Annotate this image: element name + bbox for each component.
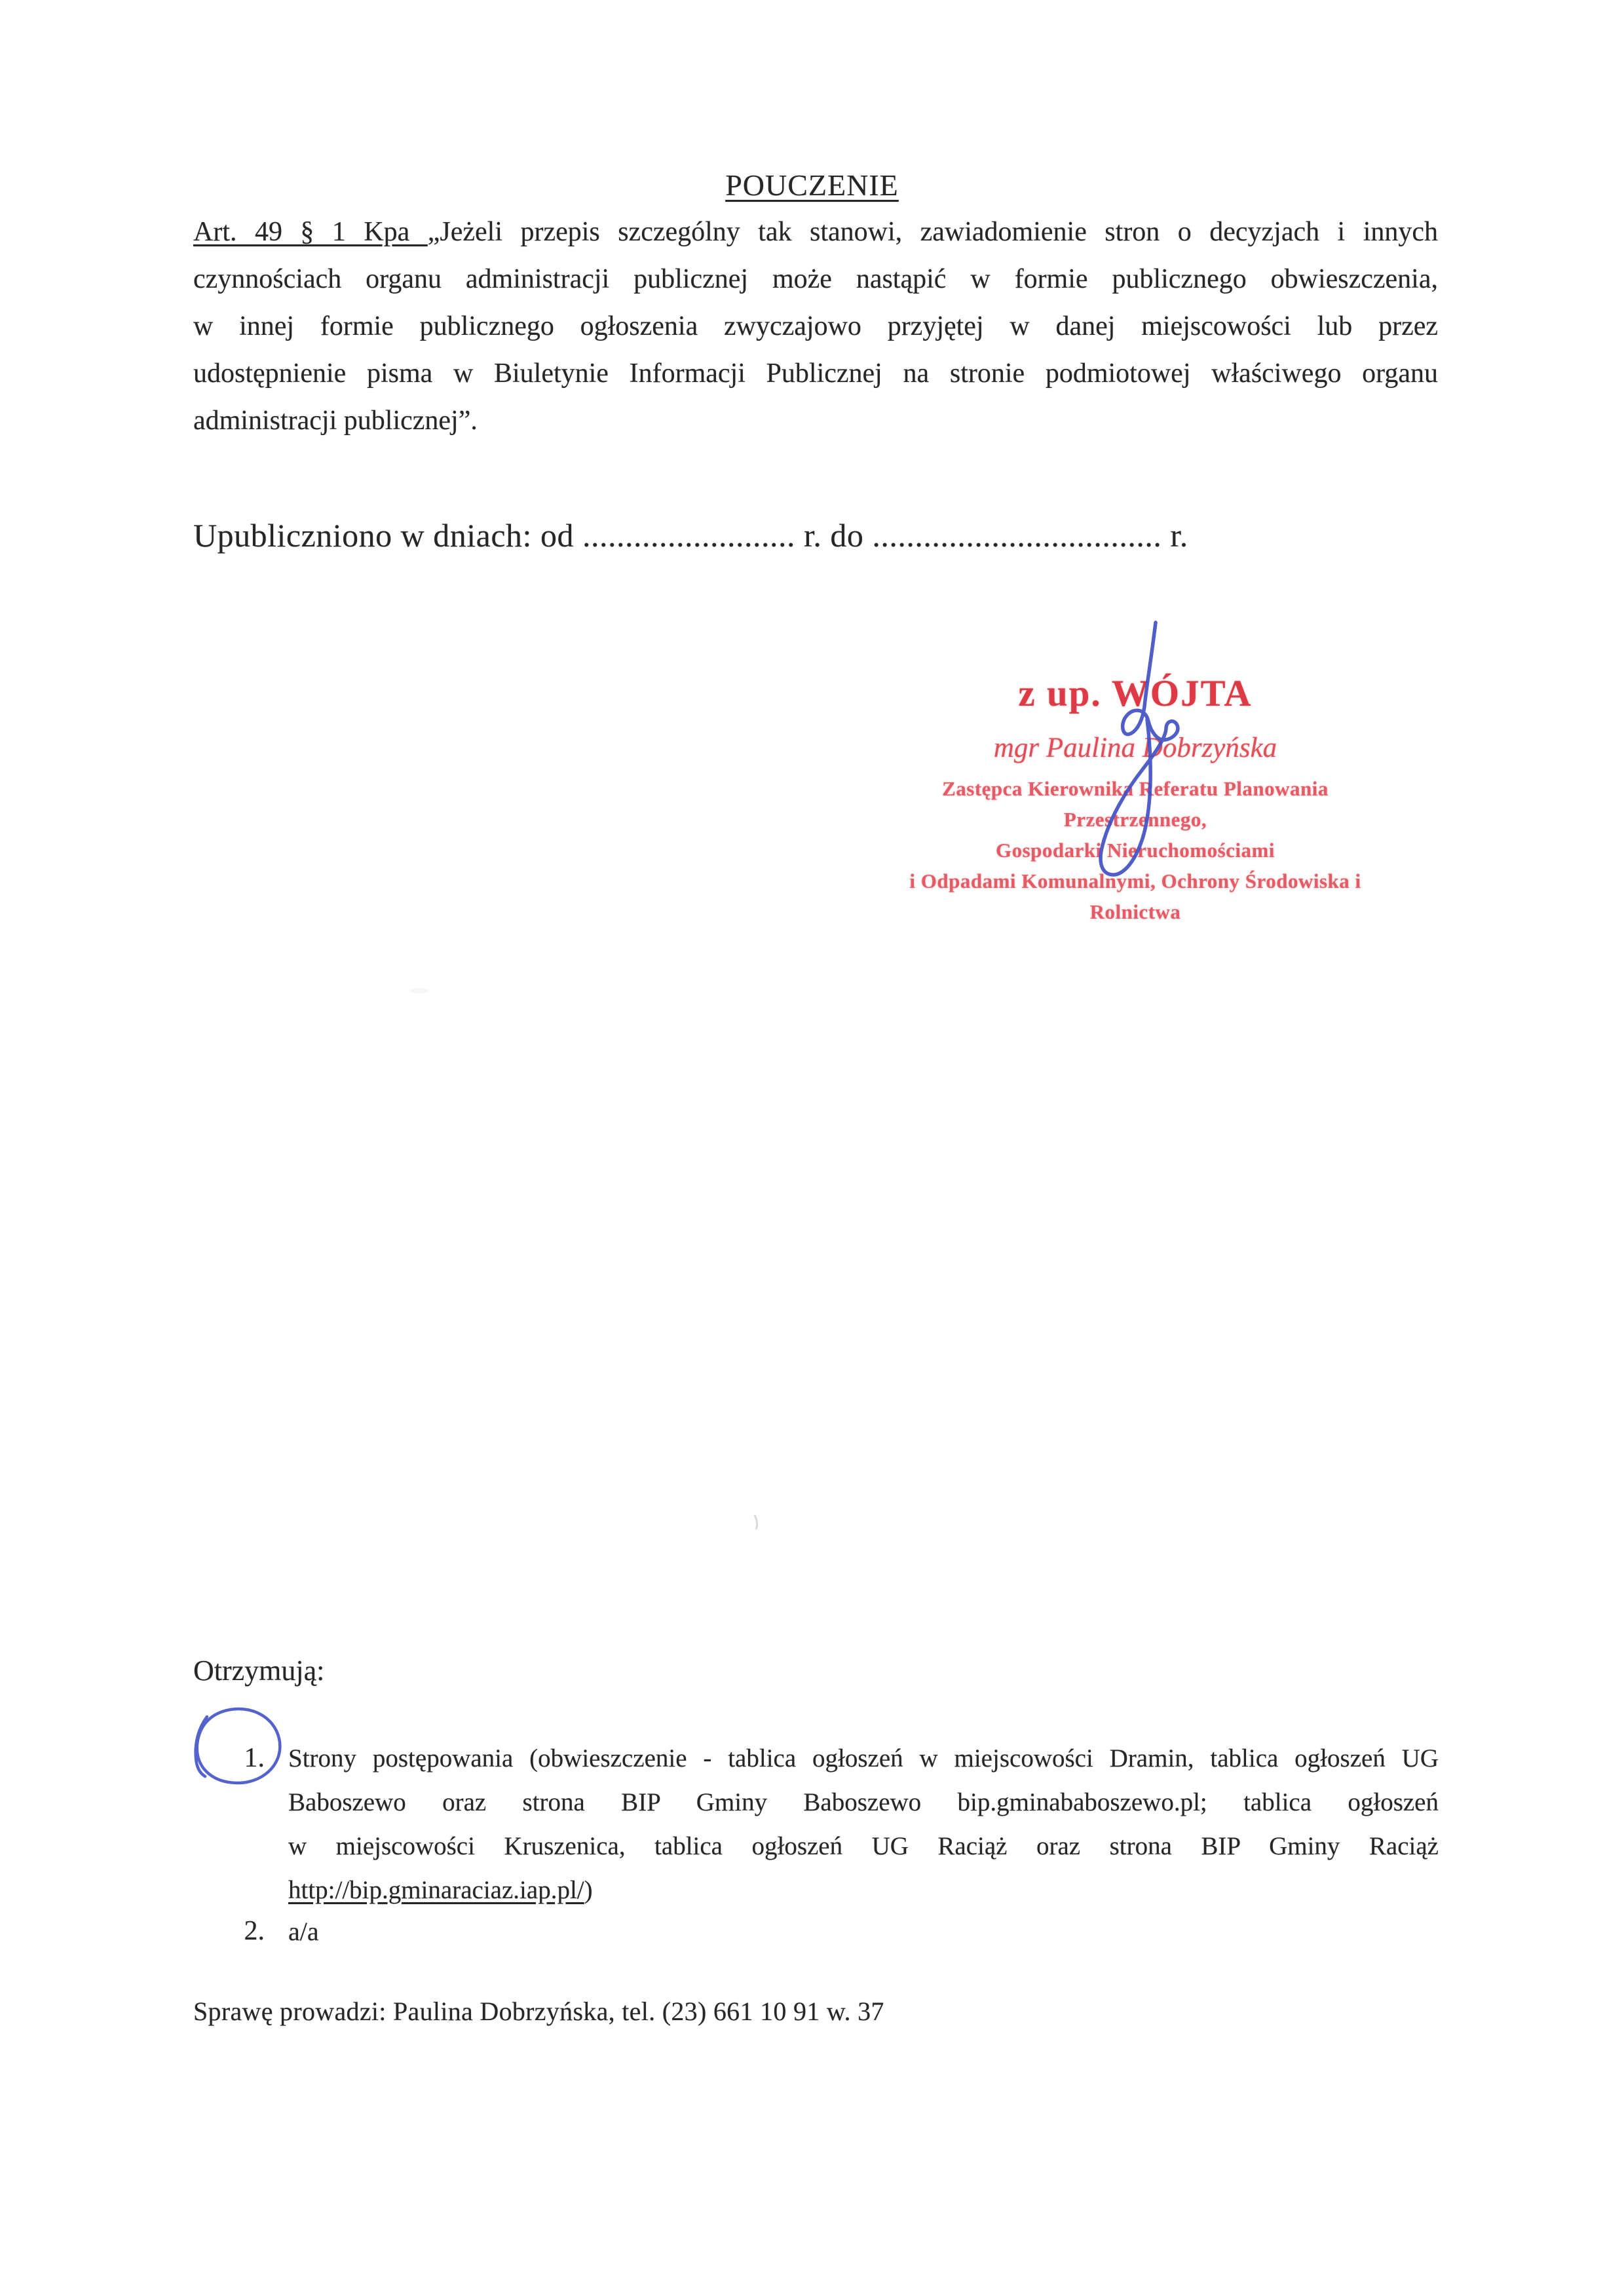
item-number: 1. bbox=[244, 1743, 265, 1773]
item-text-line: w miejscowości Kruszenica, tablica ogłoszeń UG Raciąż oraz strona BIP Gminy Raciąż bbox=[288, 1832, 1439, 1860]
signer-title-line: Zastępca Kierownika Referatu Planowania Przestrzennego, bbox=[942, 777, 1329, 831]
signer-name: mgr Paulina Dobrzyńska bbox=[993, 733, 1277, 763]
paragraph-line: udostępnienie pisma w Biuletynie Informacji Publicznej na stronie podmiotowej właściwego organu bbox=[193, 358, 1438, 389]
recipients-heading: Otrzymują: bbox=[193, 1655, 325, 1687]
item-text bbox=[288, 1736, 1439, 1912]
item-text: a/a bbox=[288, 1917, 319, 1946]
item-text-line: Baboszewo oraz strona BIP Gminy Baboszewo bip.gminababoszewo.pl; tablica ogłoszeń bbox=[288, 1788, 1439, 1816]
list-item bbox=[223, 1909, 319, 1953]
document-title-text: POUCZENIE bbox=[725, 168, 899, 202]
paragraph-line: czynnościach organu administracji publicznej może nastąpić w formie publicznego obwieszczenia, bbox=[193, 264, 1438, 294]
item-number: 2. bbox=[244, 1916, 265, 1946]
article-reference: Art. 49 § 1 Kpa bbox=[193, 217, 428, 247]
signer-title-line: Gospodarki Nieruchomościami bbox=[996, 839, 1275, 862]
paragraph-line-text: „Jeżeli przepis szczególny tak stanowi, zawiadomienie stron o decyzjach i innych bbox=[427, 217, 1438, 247]
publication-dates-line: Upubliczniono w dniach: od ......................... r. do .................................. r. bbox=[193, 517, 1188, 554]
paragraph-line: administracji publicznej”. bbox=[193, 406, 478, 436]
paragraph-line: w innej formie publicznego ogłoszenia zwyczajowo przyjętej w danej miejscowości lub przez bbox=[193, 311, 1438, 341]
scan-artifact bbox=[755, 1515, 757, 1529]
link-suffix: ) bbox=[584, 1876, 593, 1904]
bip-url-link[interactable]: http://bip.gminaraciaz.iap.pl/ bbox=[288, 1876, 584, 1904]
item-text-line: Strony postępowania (obwieszczenie - tablica ogłoszeń w miejscowości Dramin, tablica ogłoszeń UG bbox=[288, 1744, 1439, 1772]
case-officer-line: Sprawę prowadzi: Paulina Dobrzyńska, tel. (23) 661 10 91 w. 37 bbox=[193, 1997, 884, 2026]
item-text-line bbox=[288, 1868, 1439, 1912]
document-title bbox=[0, 168, 1624, 202]
scan-artifact bbox=[410, 988, 428, 993]
list-item bbox=[223, 1736, 1439, 1912]
stamp-authorization: z up. WÓJTA bbox=[1018, 673, 1253, 714]
legal-paragraph bbox=[193, 208, 1438, 444]
approval-stamp bbox=[904, 672, 1367, 927]
signer-title-line: i Odpadami Komunalnymi, Ochrony Środowiska i Rolnictwa bbox=[909, 870, 1361, 923]
paragraph-line bbox=[193, 208, 1438, 256]
